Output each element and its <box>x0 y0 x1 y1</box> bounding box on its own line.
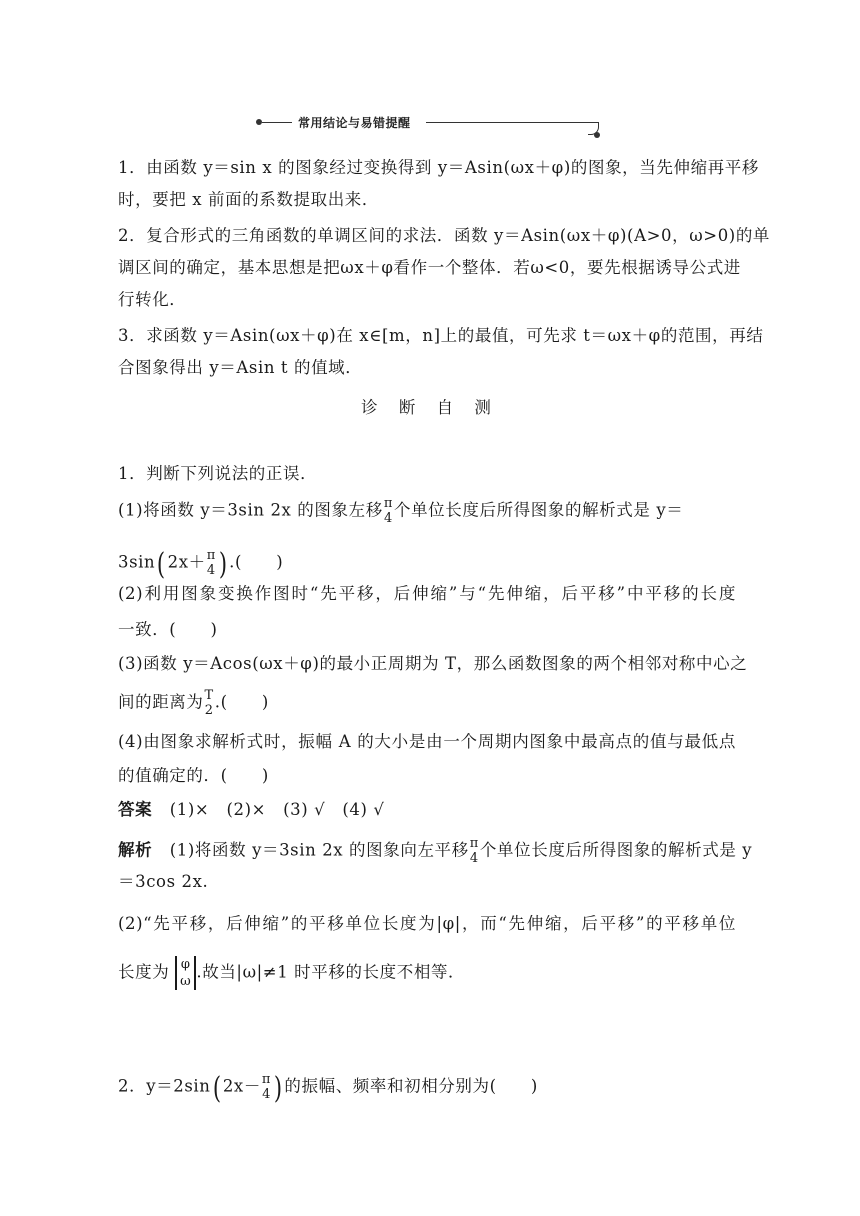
q1-item3-blank: .( ) <box>214 692 269 712</box>
analysis-p2-text-a: 长度为 <box>118 962 170 982</box>
right-paren-icon: ) <box>218 546 228 582</box>
q1-item2-line2: 一致．( ) <box>118 620 218 639</box>
note-2-line-2: 调区间的确定，基本思想是把ωx＋φ看作一个整体．若ω<0，要先根据诱导公式进 <box>118 258 741 277</box>
left-paren-icon: ( <box>212 1070 221 1106</box>
fraction-numerator: T <box>204 688 214 703</box>
note-2-line-3: 行转化． <box>118 290 187 309</box>
q1-item1-arg: 2x＋ <box>167 552 206 572</box>
note-2-line-1: 2．复合形式的三角函数的单调区间的求法．函数 y＝Asin(ωx＋φ)(A>0，ω>0)的单 <box>118 226 771 245</box>
banner-line-right <box>426 122 598 123</box>
note-3-line-1: 3．求函数 y＝Asin(ωx＋φ)在 x∈[m，n]上的最值，可先求 t＝ωx＋φ的范围，再结 <box>118 326 764 345</box>
analysis-label: 解析 <box>118 840 153 860</box>
section-title: 诊 断 自 测 <box>361 398 499 417</box>
q1-item3-line2 <box>118 688 736 718</box>
q1-item3-fraction <box>205 688 214 718</box>
analysis-text-b: 个单位长度后所得图象的解析式是 y <box>479 840 753 860</box>
fraction-denominator: 4 <box>262 1087 271 1102</box>
q1-answer <box>118 800 736 820</box>
fraction-numerator: π <box>261 1072 272 1087</box>
q1-item1-line1 <box>118 496 736 526</box>
q1-item4-line2: 的值确定的．( ) <box>118 766 269 785</box>
left-paren-icon: ( <box>157 546 166 582</box>
fraction-denominator: 4 <box>469 851 479 866</box>
q1-analysis-p2-line1: (2)“先平移，后伸缩”的平移单位长度为|φ|，而“先伸缩，后平移”的平移单位 <box>118 914 736 933</box>
q1-stem: 1．判断下列说法的正误． <box>118 464 318 483</box>
section-banner <box>256 112 606 138</box>
right-paren-icon: ) <box>273 1070 283 1106</box>
banner-title: 常用结论与易错提醒 <box>298 116 411 130</box>
answer-text: (1)× (2)× (3) √ (4) √ <box>169 800 385 819</box>
q2-fraction <box>262 1072 271 1102</box>
q1-item4-line1: (4)由图象求解析式时，振幅 A 的大小是由一个周期内图象中最高点的值与最低点 <box>118 732 736 751</box>
fraction-denominator: 4 <box>206 563 216 578</box>
fraction-numerator: π <box>469 836 479 851</box>
q1-item1-blank: .( ) <box>229 552 284 572</box>
q1-analysis-line1 <box>118 836 753 866</box>
fraction-denominator: 4 <box>383 511 393 526</box>
answer-label: 答案 <box>118 800 153 819</box>
fraction-denominator: ω <box>180 974 192 989</box>
analysis-fraction <box>470 836 479 866</box>
q1-item3-line1: (3)函数 y＝Acos(ωx＋φ)的最小正周期为 T，那么函数图象的两个相邻对称中心之 <box>118 654 748 673</box>
q2-text-c: 的振幅、频率和初相分别为( ) <box>284 1076 538 1096</box>
banner-dot-right <box>594 132 600 138</box>
q2-arg: 2x－ <box>222 1076 261 1096</box>
q1-item2-line1: (2)利用图象变换作图时“先平移，后伸缩”与“先伸缩，后平移”中平移的长度 <box>118 584 736 603</box>
fraction-numerator: φ <box>180 957 191 972</box>
q2-stem <box>118 1070 736 1106</box>
q1-item1-sin: 3sin <box>118 552 156 572</box>
q1-item1-text-b: 个单位长度后所得图象的解析式是 y＝ <box>393 500 684 520</box>
analysis-p2-text-b: .故当|ω|≠1 时平移的长度不相等． <box>196 962 466 982</box>
fraction-denominator: 2 <box>204 703 214 718</box>
q1-item1-line2 <box>118 546 736 582</box>
q2-text-a: 2．y＝2sin <box>118 1076 211 1096</box>
q1-item3-text-a: 间的距离为 <box>118 692 204 712</box>
note-1-line-1: 1．由函数 y＝sin x 的图象经过变换得到 y＝Asin(ωx＋φ)的图象，当先伸缩再平移 <box>118 158 759 177</box>
note-1-line-2: 时，要把 x 前面的系数提取出来． <box>118 190 379 209</box>
fraction-numerator: π <box>383 496 393 511</box>
q1-analysis-p2-line2 <box>118 956 736 990</box>
fraction-numerator: π <box>206 548 216 563</box>
note-3-line-2: 合图象得出 y＝Asin t 的值域． <box>118 358 363 377</box>
q1-item1-arg-fraction <box>207 548 216 578</box>
q1-item1-fraction <box>384 496 393 526</box>
banner-line-left <box>262 122 292 123</box>
analysis-text-a: (1)将函数 y＝3sin 2x 的图象向左平移 <box>169 840 469 860</box>
q1-item1-text-a: (1)将函数 y＝3sin 2x 的图象左移 <box>118 500 383 520</box>
abs-value-fraction <box>175 956 196 990</box>
q1-analysis-line2: ＝3cos 2x. <box>118 872 209 891</box>
